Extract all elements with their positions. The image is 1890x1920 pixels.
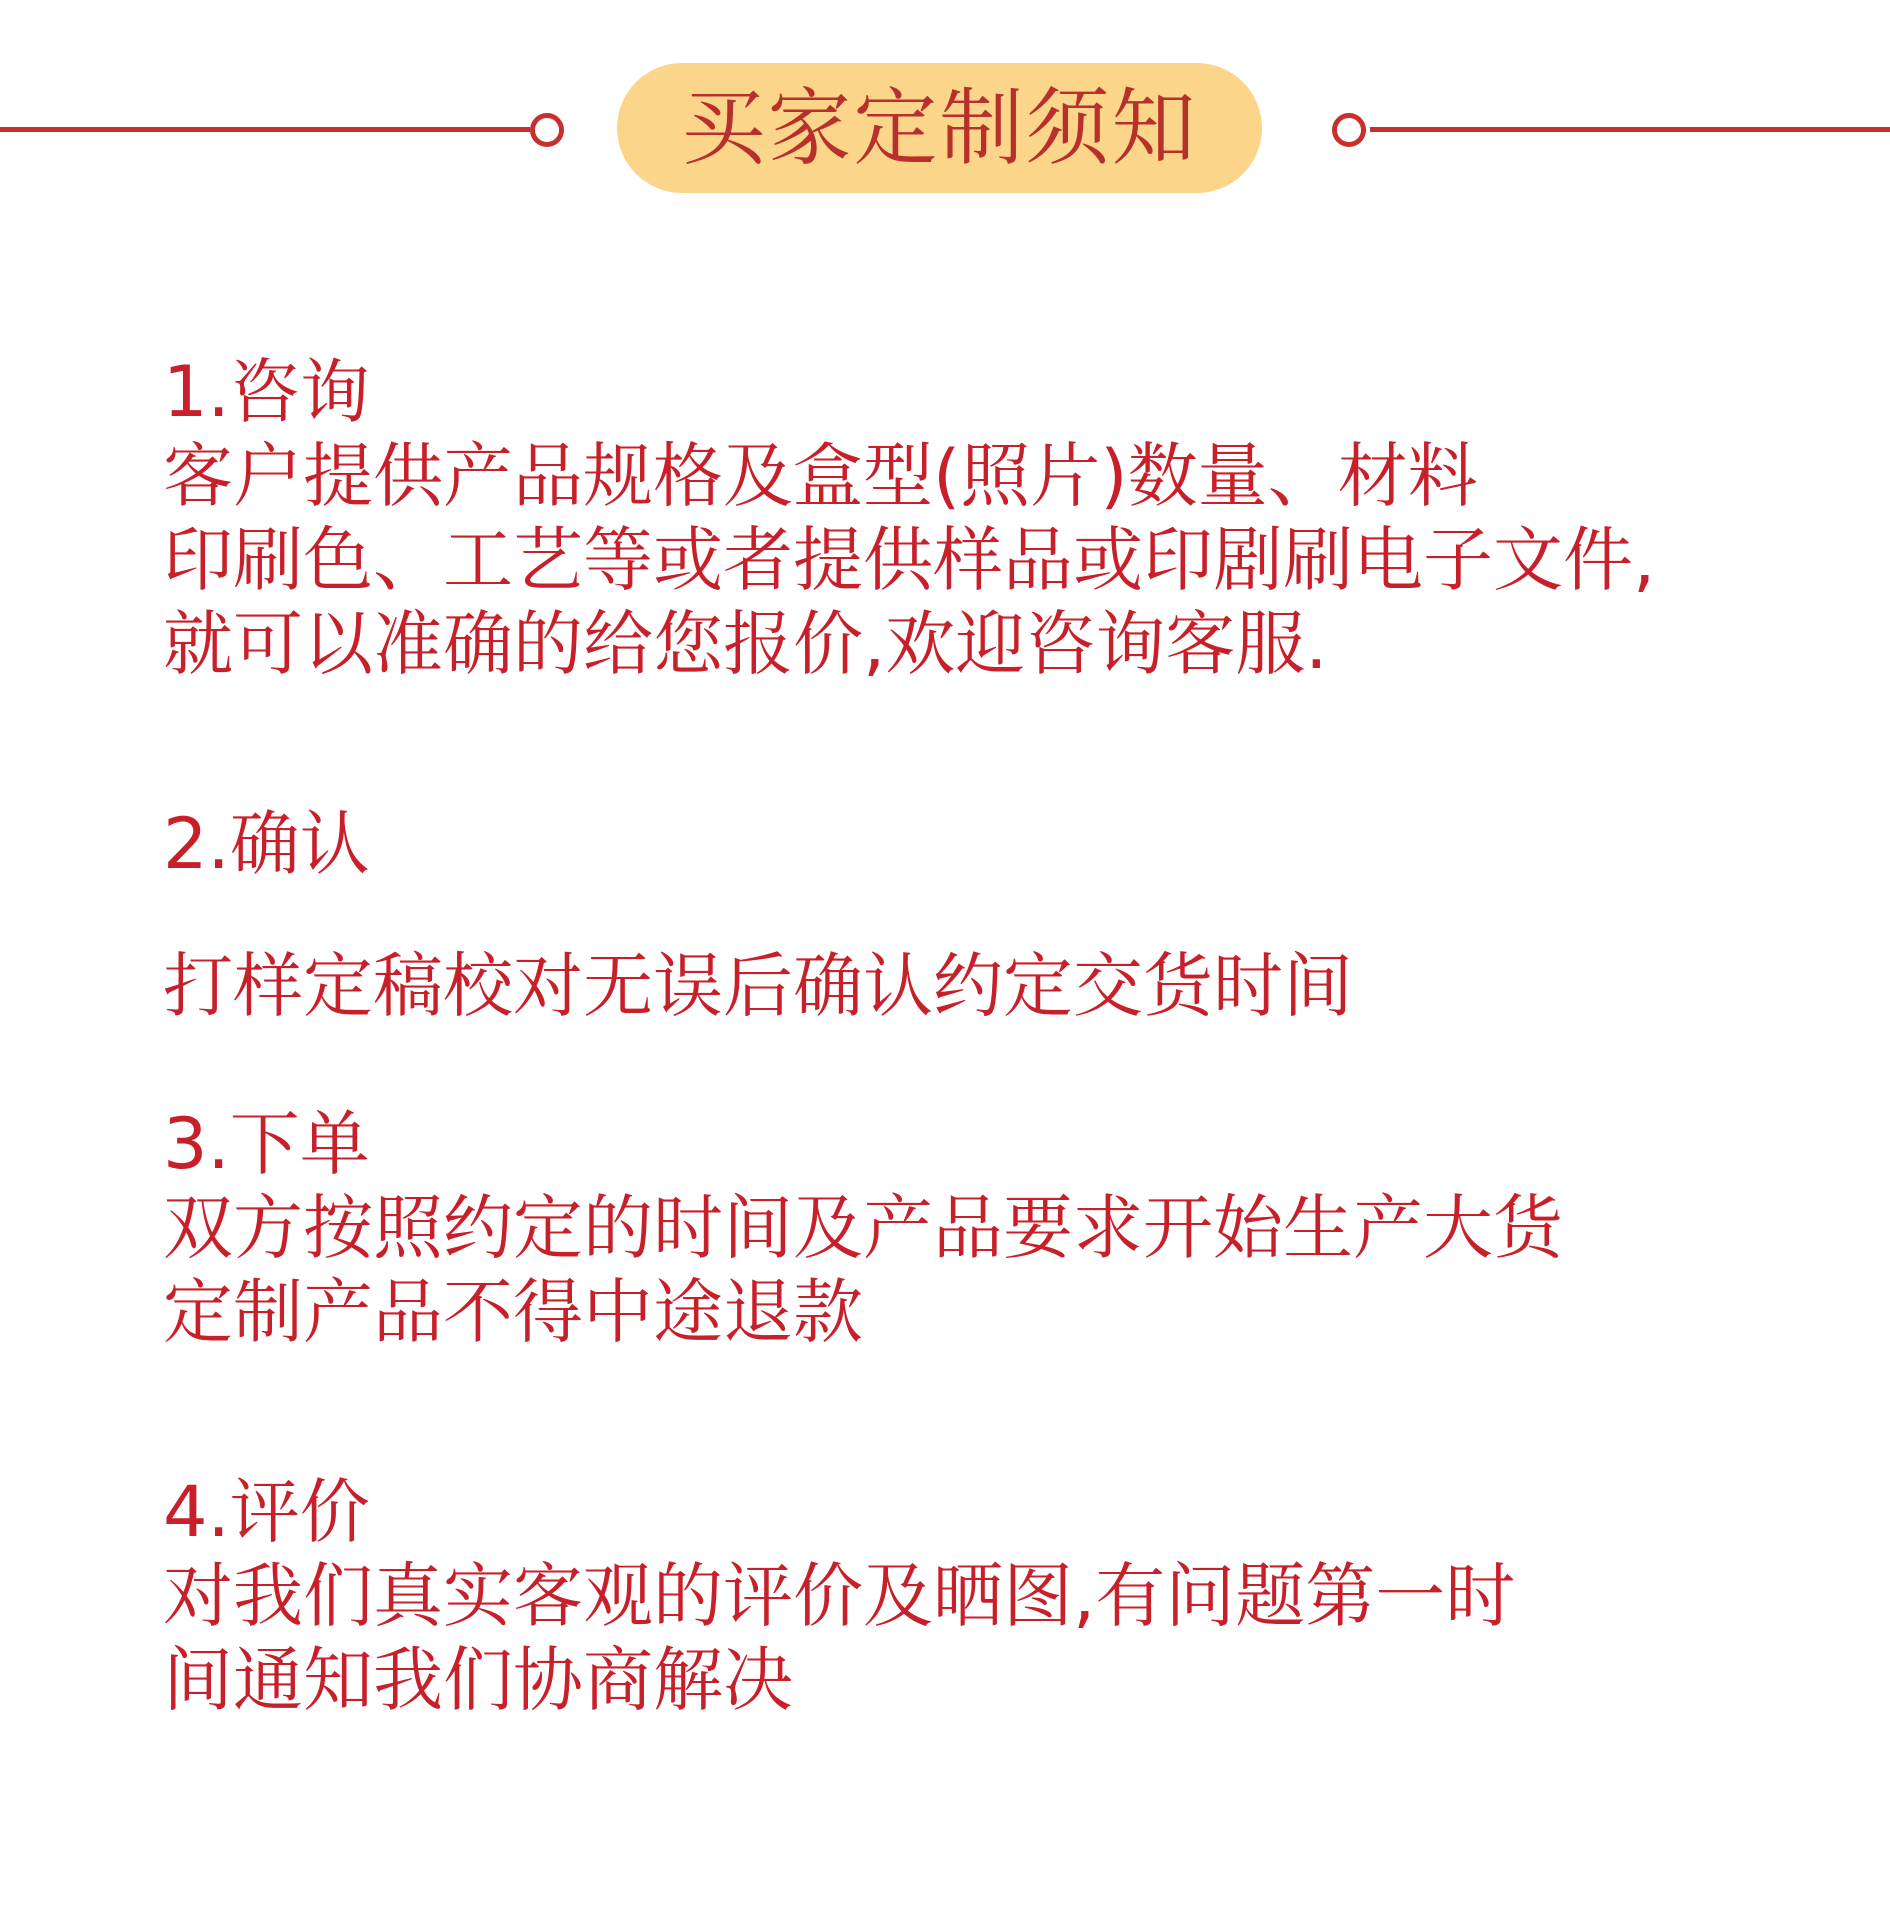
section-heading: 3.下单 xyxy=(163,1103,370,1185)
section-line: 定制产品不得中途退款 xyxy=(163,1271,863,1353)
section-heading: 1.咨询 xyxy=(163,351,370,433)
decorative-rule-right xyxy=(1370,127,1890,132)
section-confirm xyxy=(163,802,1353,1028)
decorative-rule-left xyxy=(0,127,530,132)
section-line: 打样定稿校对无误后确认约定交货时间 xyxy=(163,945,1353,1027)
section-line: 间通知我们协商解决 xyxy=(163,1639,793,1721)
section-line: 对我们真实客观的评价及晒图,有问题第一时 xyxy=(163,1555,1516,1637)
section-heading: 2.确认 xyxy=(163,803,370,885)
section-line: 就可以准确的给您报价,欢迎咨询客服. xyxy=(163,603,1328,685)
title-banner xyxy=(617,63,1262,193)
section-line: 印刷色、工艺等或者提供样品或印剧刷电子文件, xyxy=(163,519,1656,601)
section-line: 双方按照约定的时间及产品要求开始生产大货 xyxy=(163,1187,1563,1269)
section-review xyxy=(163,1470,1515,1722)
decorative-ring-left xyxy=(530,113,564,147)
decorative-ring-right xyxy=(1332,113,1366,147)
page-title: 买家定制须知 xyxy=(681,79,1198,177)
section-consult xyxy=(163,350,1655,686)
section-order xyxy=(163,1102,1563,1354)
page-header xyxy=(0,0,1890,240)
section-heading: 4.评价 xyxy=(163,1471,370,1553)
section-line: 客户提供产品规格及盒型(照片)数量、材料 xyxy=(163,435,1478,517)
